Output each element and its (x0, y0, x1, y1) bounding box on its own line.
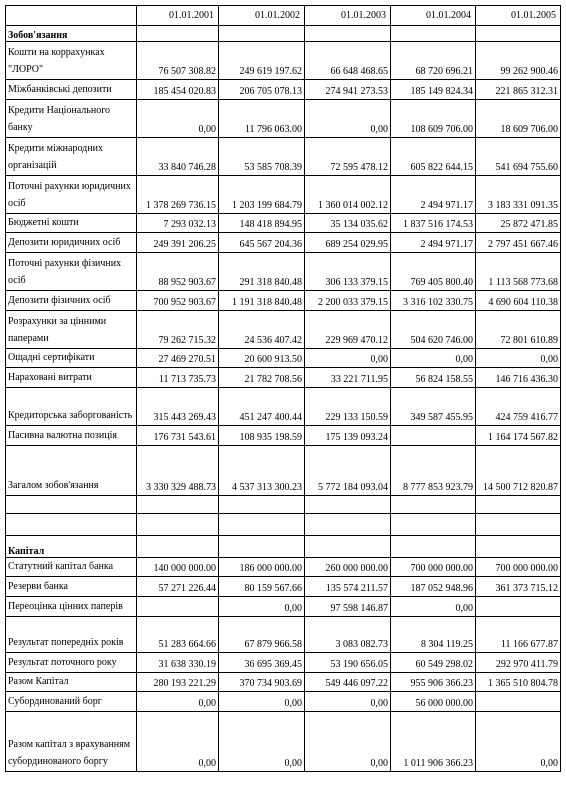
value-cell (476, 597, 561, 617)
row-label: Міжбанківські депозити (6, 80, 137, 100)
value-cell: 68 720 696.21 (391, 42, 476, 80)
empty-cell (391, 26, 476, 42)
value-cell: 700 952 903.67 (137, 291, 219, 311)
value-cell: 11 713 735.73 (137, 368, 219, 388)
column-header: 01.01.2003 (305, 6, 391, 26)
value-cell: 0,00 (219, 712, 305, 772)
value-cell: 1 360 014 002.12 (305, 176, 391, 214)
value-cell: 1 113 568 773.68 (476, 253, 561, 291)
value-cell: 0,00 (476, 349, 561, 368)
value-cell: 56 000 000.00 (391, 692, 476, 712)
row-label: Разом капітал з врахуванням субординованого боргу (6, 712, 137, 772)
value-cell: 7 293 032.13 (137, 214, 219, 233)
table-row (6, 673, 561, 692)
value-cell: 2 200 033 379.15 (305, 291, 391, 311)
value-cell: 3 183 331 091.35 (476, 176, 561, 214)
value-cell: 0,00 (219, 597, 305, 617)
empty-cell (305, 26, 391, 42)
row-label: Разом Капітал (6, 673, 137, 692)
value-cell: 3 316 102 330.75 (391, 291, 476, 311)
value-cell: 14 500 712 820.87 (476, 446, 561, 496)
value-cell: 1 164 174 567.82 (476, 426, 561, 446)
value-cell: 4 690 604 110.38 (476, 291, 561, 311)
table-row (6, 176, 561, 214)
value-cell: 645 567 204.36 (219, 233, 305, 253)
empty-cell (137, 514, 219, 536)
value-cell: 370 734 903.69 (219, 673, 305, 692)
value-cell: 955 906 366.23 (391, 673, 476, 692)
row-label: Нараховані витрати (6, 368, 137, 388)
value-cell: 72 595 478.12 (305, 138, 391, 176)
value-cell: 3 083 082.73 (305, 617, 391, 653)
value-cell: 2 797 451 667.46 (476, 233, 561, 253)
value-cell: 66 648 468.65 (305, 42, 391, 80)
value-cell: 33 221 711.95 (305, 368, 391, 388)
value-cell: 0,00 (391, 349, 476, 368)
value-cell: 72 801 610.89 (476, 311, 561, 349)
table-row (6, 426, 561, 446)
value-cell: 1 011 906 366.23 (391, 712, 476, 772)
table-row (6, 653, 561, 673)
value-cell: 187 052 948.96 (391, 577, 476, 597)
value-cell: 280 193 221.29 (137, 673, 219, 692)
value-cell: 76 507 308.82 (137, 42, 219, 80)
value-cell: 1 203 199 684.79 (219, 176, 305, 214)
row-label: Ощадні сертифікати (6, 349, 137, 368)
value-cell: 35 134 035.62 (305, 214, 391, 233)
value-cell: 21 782 708.56 (219, 368, 305, 388)
value-cell: 88 952 903.67 (137, 253, 219, 291)
value-cell: 221 865 312.31 (476, 80, 561, 100)
row-label: Пасивна валютна позиція (6, 426, 137, 446)
empty-cell (476, 514, 561, 536)
row-label: Кошти на корраxунках "ЛОРО" (6, 42, 137, 80)
value-cell: 20 600 913.50 (219, 349, 305, 368)
value-cell: 135 574 211.57 (305, 577, 391, 597)
value-cell: 51 283 664.66 (137, 617, 219, 653)
value-cell: 11 796 063.00 (219, 100, 305, 138)
table-row (6, 558, 561, 577)
value-cell: 5 772 184 093.04 (305, 446, 391, 496)
table-row (6, 138, 561, 176)
value-cell: 27 469 270.51 (137, 349, 219, 368)
value-cell: 175 139 093.24 (305, 426, 391, 446)
empty-cell (219, 26, 305, 42)
table-row (6, 617, 561, 653)
value-cell: 140 000 000.00 (137, 558, 219, 577)
value-cell: 60 549 298.02 (391, 653, 476, 673)
empty-cell (476, 26, 561, 42)
value-cell: 274 941 273.53 (305, 80, 391, 100)
table-row (6, 80, 561, 100)
row-label: Бюджетні кошти (6, 214, 137, 233)
value-cell: 8 304 119.25 (391, 617, 476, 653)
value-cell: 186 000 000.00 (219, 558, 305, 577)
value-cell: 206 705 078.13 (219, 80, 305, 100)
column-header: 01.01.2001 (137, 6, 219, 26)
row-label: Результат попередніх років (6, 617, 137, 653)
value-cell: 97 598 146.87 (305, 597, 391, 617)
value-cell: 1 837 516 174.53 (391, 214, 476, 233)
value-cell: 1 365 510 804.78 (476, 673, 561, 692)
row-label: Загалом зобов'язання (6, 446, 137, 496)
table-row (6, 388, 561, 426)
spacer-row (6, 514, 561, 536)
empty-cell (391, 514, 476, 536)
value-cell: 504 620 746.00 (391, 311, 476, 349)
value-cell: 146 716 436.30 (476, 368, 561, 388)
empty-cell (6, 514, 137, 536)
empty-cell (476, 496, 561, 514)
value-cell: 0,00 (305, 349, 391, 368)
table-row (6, 233, 561, 253)
balance-sheet-table (5, 5, 561, 772)
value-cell: 315 443 269.43 (137, 388, 219, 426)
empty-cell (219, 514, 305, 536)
table-row (6, 253, 561, 291)
value-cell: 57 271 226.44 (137, 577, 219, 597)
value-cell: 0,00 (137, 100, 219, 138)
value-cell: 53 585 708.39 (219, 138, 305, 176)
value-cell: 67 879 966.58 (219, 617, 305, 653)
value-cell: 0,00 (137, 692, 219, 712)
spacer-row (6, 496, 561, 514)
value-cell: 80 159 567.66 (219, 577, 305, 597)
value-cell: 185 454 020.83 (137, 80, 219, 100)
capital-section-row (6, 536, 561, 558)
value-cell: 18 609 706.00 (476, 100, 561, 138)
table-row (6, 712, 561, 772)
table-row (6, 368, 561, 388)
empty-cell (219, 496, 305, 514)
value-cell: 291 318 840.48 (219, 253, 305, 291)
row-label: Розрахунки за цінними паперами (6, 311, 137, 349)
value-cell: 36 695 369.45 (219, 653, 305, 673)
table-row (6, 349, 561, 368)
value-cell: 31 638 330.19 (137, 653, 219, 673)
value-cell: 0,00 (476, 712, 561, 772)
value-cell: 3 330 329 488.73 (137, 446, 219, 496)
row-label: Резерви банка (6, 577, 137, 597)
value-cell: 53 190 656.05 (305, 653, 391, 673)
empty-cell (391, 496, 476, 514)
value-cell: 25 872 471.85 (476, 214, 561, 233)
table-row (6, 577, 561, 597)
liabilities-section-row (6, 26, 561, 42)
balance-sheet-body (6, 6, 561, 772)
value-cell: 0,00 (305, 100, 391, 138)
value-cell (391, 426, 476, 446)
value-cell: 700 000 000.00 (476, 558, 561, 577)
value-cell: 1 191 318 840.48 (219, 291, 305, 311)
empty-cell (305, 514, 391, 536)
value-cell: 176 731 543.61 (137, 426, 219, 446)
table-row (6, 214, 561, 233)
empty-cell (305, 536, 391, 558)
column-header: 01.01.2004 (391, 6, 476, 26)
value-cell: 292 970 411.79 (476, 653, 561, 673)
table-row (6, 42, 561, 80)
value-cell: 349 587 455.95 (391, 388, 476, 426)
empty-cell (6, 496, 137, 514)
value-cell: 260 000 000.00 (305, 558, 391, 577)
value-cell (137, 597, 219, 617)
column-header: 01.01.2005 (476, 6, 561, 26)
value-cell: 689 254 029.95 (305, 233, 391, 253)
row-label: Переоцінка цінних паперів (6, 597, 137, 617)
table-row (6, 692, 561, 712)
value-cell: 249 619 197.62 (219, 42, 305, 80)
value-cell: 769 405 800.40 (391, 253, 476, 291)
header-row (6, 6, 561, 26)
value-cell: 4 537 313 300.23 (219, 446, 305, 496)
empty-cell (137, 536, 219, 558)
value-cell: 1 378 269 736.15 (137, 176, 219, 214)
empty-cell (476, 536, 561, 558)
value-cell: 541 694 755.60 (476, 138, 561, 176)
table-row (6, 100, 561, 138)
value-cell: 2 494 971.17 (391, 233, 476, 253)
value-cell: 108 935 198.59 (219, 426, 305, 446)
value-cell: 24 536 407.42 (219, 311, 305, 349)
value-cell: 249 391 206.25 (137, 233, 219, 253)
value-cell: 33 840 746.28 (137, 138, 219, 176)
table-row (6, 597, 561, 617)
value-cell: 79 262 715.32 (137, 311, 219, 349)
row-label: Результат поточного року (6, 653, 137, 673)
row-label: Кредиторська заборгованість (6, 388, 137, 426)
value-cell: 306 133 379.15 (305, 253, 391, 291)
value-cell: 8 777 853 923.79 (391, 446, 476, 496)
capital-section-heading: Капітал (6, 536, 137, 558)
value-cell: 229 133 150.59 (305, 388, 391, 426)
value-cell: 451 247 400.44 (219, 388, 305, 426)
value-cell: 424 759 416.77 (476, 388, 561, 426)
row-label: Кредити Національного банку (6, 100, 137, 138)
header-corner-cell (6, 6, 137, 26)
value-cell: 0,00 (219, 692, 305, 712)
value-cell: 0,00 (305, 692, 391, 712)
value-cell: 700 000 000.00 (391, 558, 476, 577)
value-cell: 549 446 097.22 (305, 673, 391, 692)
empty-cell (391, 536, 476, 558)
row-label: Статутний капітал банка (6, 558, 137, 577)
row-label: Субординований борг (6, 692, 137, 712)
value-cell: 148 418 894.95 (219, 214, 305, 233)
liabilities-section-heading: Зобов'язання (6, 26, 137, 42)
value-cell: 11 166 677.87 (476, 617, 561, 653)
value-cell: 108 609 706.00 (391, 100, 476, 138)
value-cell: 56 824 158.55 (391, 368, 476, 388)
table-row (6, 291, 561, 311)
table-row (6, 311, 561, 349)
row-label: Депозити юридичних осіб (6, 233, 137, 253)
value-cell: 99 262 900.46 (476, 42, 561, 80)
value-cell: 2 494 971.17 (391, 176, 476, 214)
column-header: 01.01.2002 (219, 6, 305, 26)
row-label: Поточні рахунки фізичних осіб (6, 253, 137, 291)
value-cell: 229 969 470.12 (305, 311, 391, 349)
value-cell: 605 822 644.15 (391, 138, 476, 176)
empty-cell (137, 26, 219, 42)
empty-cell (219, 536, 305, 558)
row-label: Депозити фізичних осіб (6, 291, 137, 311)
value-cell: 0,00 (137, 712, 219, 772)
row-label: Кредити міжнародних організацій (6, 138, 137, 176)
value-cell: 0,00 (391, 597, 476, 617)
value-cell (476, 692, 561, 712)
empty-cell (137, 496, 219, 514)
value-cell: 185 149 824.34 (391, 80, 476, 100)
value-cell: 0,00 (305, 712, 391, 772)
row-label: Поточні рахунки юридичних осіб (6, 176, 137, 214)
empty-cell (305, 496, 391, 514)
value-cell: 361 373 715.12 (476, 577, 561, 597)
table-row (6, 446, 561, 496)
